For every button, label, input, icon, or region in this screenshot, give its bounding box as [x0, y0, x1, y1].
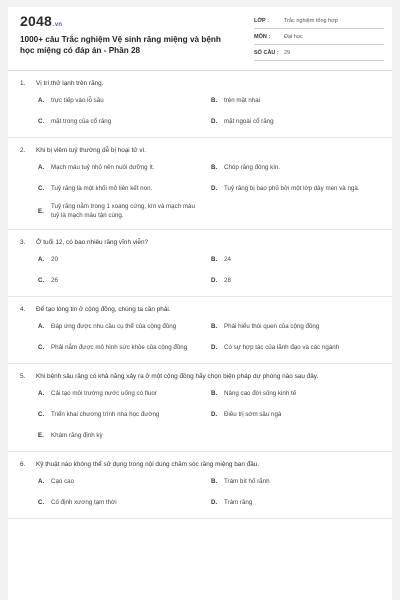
question-divider — [8, 363, 392, 364]
option-letter: D. — [211, 184, 218, 192]
answer-option[interactable] — [211, 252, 384, 266]
answer-option[interactable] — [38, 181, 211, 195]
option-letter: A. — [38, 255, 45, 263]
question-number: 3. — [20, 239, 26, 246]
option-letter: B. — [211, 389, 218, 397]
meta-row — [254, 29, 384, 45]
option-text: Phải hiểu thói quen của cộng đồng — [224, 322, 320, 330]
meta-label: SỐ CÂU : — [254, 49, 279, 56]
option-letter: A. — [38, 477, 45, 485]
option-text: Tuỷ răng bị bao phủ bởi một lớp dày men và ngà. — [224, 184, 360, 192]
answer-option[interactable] — [211, 495, 384, 509]
answer-option[interactable] — [38, 340, 211, 354]
answer-option[interactable] — [38, 273, 211, 287]
question-divider — [8, 296, 392, 297]
answer-option[interactable] — [211, 273, 384, 287]
option-text: Điều trị sớm sâu ngà — [224, 410, 282, 418]
question-body: Vị trí thử lạnh trên răng. — [36, 80, 104, 87]
meta-info — [254, 13, 384, 61]
answer-option[interactable] — [211, 386, 384, 400]
answer-option[interactable] — [38, 114, 211, 128]
meta-row — [254, 45, 384, 61]
option-text: Mạch máu tuỷ nhỏ nên nuôi dưỡng ít. — [51, 163, 155, 171]
question-text — [8, 79, 392, 89]
question-item — [8, 146, 392, 230]
question-number: 2. — [20, 147, 26, 154]
answer-option[interactable] — [211, 93, 384, 107]
question-text — [8, 238, 392, 248]
option-text: 20 — [51, 255, 58, 263]
option-text: trực tiếp vào lỗ sâu — [51, 96, 104, 104]
answer-options — [8, 474, 392, 516]
option-letter: C. — [38, 410, 45, 418]
meta-value: Trắc nghiệm tổng hợp — [284, 17, 338, 24]
answer-option[interactable] — [38, 319, 211, 333]
meta-row — [254, 13, 384, 29]
option-letter: D. — [211, 343, 218, 351]
option-letter: C. — [38, 276, 45, 284]
answer-option[interactable] — [38, 160, 211, 174]
option-text: Phải nắm được mô hình sức khỏe của cộng đồng — [51, 343, 188, 351]
option-text: 24 — [224, 255, 231, 263]
question-text — [8, 146, 392, 156]
option-letter: E. — [38, 207, 44, 215]
logo-text: 2048 — [20, 13, 52, 29]
option-letter: B. — [211, 163, 218, 171]
answer-option[interactable] — [38, 495, 211, 509]
meta-value: 29 — [284, 49, 291, 56]
option-letter: B. — [211, 322, 218, 330]
question-number: 1. — [20, 80, 26, 87]
logo-suffix: .vn — [52, 22, 63, 28]
question-body: Kỹ thuật nào không thể sử dụng trong nội dung chăm sóc răng miệng ban đầu. — [36, 461, 260, 468]
question-list — [8, 79, 392, 527]
question-item — [8, 79, 392, 138]
option-text: Nâng cao đời sống kinh tế — [224, 389, 297, 397]
answer-option[interactable] — [211, 160, 384, 174]
option-letter: D. — [211, 410, 218, 418]
option-text: trên mặt nhai — [224, 96, 261, 104]
question-item — [8, 238, 392, 297]
option-letter: C. — [38, 343, 45, 351]
answer-option[interactable] — [38, 93, 211, 107]
answer-option[interactable] — [38, 428, 211, 442]
meta-value: Đại học — [284, 33, 303, 40]
option-text: Chóp răng đóng kín. — [224, 163, 281, 171]
option-text: 28 — [224, 276, 231, 284]
option-text: mặt ngoài cổ răng — [224, 117, 274, 125]
question-item — [8, 305, 392, 364]
option-letter: B. — [211, 477, 218, 485]
question-divider — [8, 137, 392, 138]
worksheet-header — [8, 7, 392, 71]
question-text — [8, 372, 392, 382]
answer-option[interactable] — [211, 474, 384, 488]
option-text: Cải tạo môi trường nước uống có fluor — [51, 389, 157, 397]
answer-option[interactable] — [38, 252, 211, 266]
option-text: Tuỷ răng là một khối mô liên kết non. — [51, 184, 153, 192]
answer-option[interactable] — [211, 407, 384, 421]
option-text: Cố định xương tạm thời — [51, 498, 117, 506]
option-text: Tuỷ răng nằm trong 1 xoang cứng, kín và mạch máu tuỷ là mạch máu tận cùng. — [51, 203, 195, 219]
option-letter: A. — [38, 163, 45, 171]
question-item — [8, 372, 392, 452]
option-text: Có sự hợp tác của lãnh đạo và các ngành — [224, 343, 340, 351]
question-item — [8, 460, 392, 519]
answer-option[interactable] — [211, 340, 384, 354]
question-number: 4. — [20, 306, 26, 313]
answer-option[interactable] — [38, 407, 211, 421]
option-letter: A. — [38, 389, 45, 397]
meta-label: LỚP : — [254, 17, 269, 24]
answer-option[interactable] — [38, 386, 211, 400]
option-text: Cạo cao — [51, 477, 75, 485]
option-letter: E. — [38, 431, 44, 439]
answer-option[interactable] — [38, 202, 211, 220]
answer-options — [8, 252, 392, 294]
question-body: Khi bị viêm tuỷ thường dễ bị hoại tử vì. — [36, 147, 147, 154]
answer-option[interactable] — [38, 474, 211, 488]
option-letter: A. — [38, 96, 45, 104]
answer-option[interactable] — [211, 181, 384, 195]
site-logo[interactable] — [20, 13, 62, 29]
option-letter: D. — [211, 498, 218, 506]
worksheet-page — [8, 7, 392, 600]
option-letter: B. — [211, 255, 218, 263]
option-letter: A. — [38, 322, 45, 330]
question-divider — [8, 229, 392, 230]
option-text: Đáp ứng được nhu cầu cụ thể của cộng đồng — [51, 322, 177, 330]
answer-options — [8, 93, 392, 135]
question-number: 6. — [20, 461, 26, 468]
option-letter: B. — [211, 96, 218, 104]
option-text: 26 — [51, 276, 58, 284]
question-number: 5. — [20, 373, 26, 380]
question-body: Để tạo lòng tin ở cộng đồng, chúng ta cần phải. — [36, 306, 171, 313]
question-text — [8, 305, 392, 315]
question-body: Ở tuổi 12, có bao nhiêu răng vĩnh viễn? — [36, 239, 149, 246]
option-text: Triển khai chương trình nha học đường — [51, 410, 160, 418]
meta-label: MÔN : — [254, 33, 271, 40]
option-letter: D. — [211, 276, 218, 284]
question-divider — [8, 518, 392, 519]
question-divider — [8, 451, 392, 452]
question-text — [8, 460, 392, 470]
option-text: Trám bít hố rãnh — [224, 477, 270, 485]
option-text: Khám răng định kỳ — [51, 431, 103, 439]
answer-options — [8, 160, 392, 227]
option-letter: C. — [38, 498, 45, 506]
option-letter: C. — [38, 117, 45, 125]
option-text: mặt trong của cổ răng — [51, 117, 112, 125]
answer-option[interactable] — [211, 114, 384, 128]
question-body: Khi bệnh sâu răng có khả năng xảy ra ở một cộng đồng hãy chọn biện pháp dự phòng nào sau đây. — [36, 373, 319, 380]
page-title: 1000+ câu Trắc nghiệm Vệ sinh răng miệng và bệnh học miệng có đáp án - Phần 28 — [20, 35, 221, 55]
option-text: Trám răng — [224, 498, 253, 506]
answer-options — [8, 386, 392, 449]
answer-options — [8, 319, 392, 361]
option-letter: D. — [211, 117, 218, 125]
option-letter: C. — [38, 184, 45, 192]
answer-option[interactable] — [211, 319, 384, 333]
